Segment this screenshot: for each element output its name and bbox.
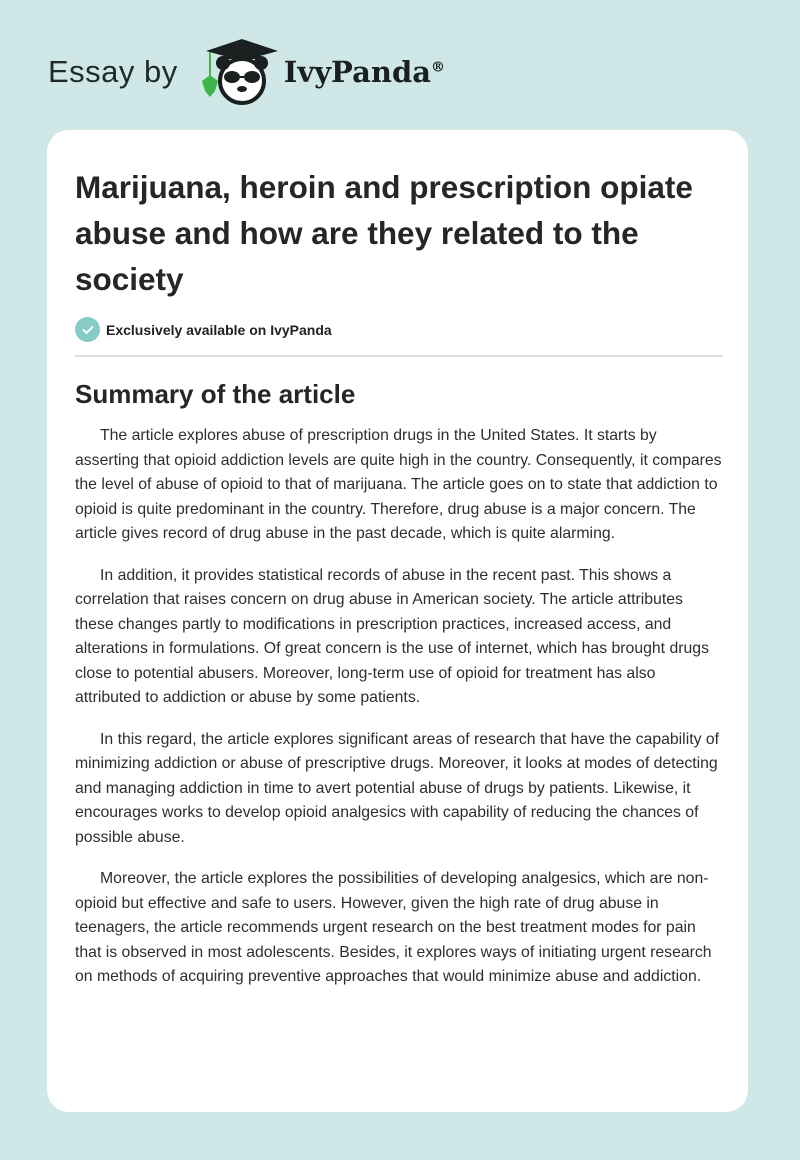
exclusive-badge: [75, 317, 723, 342]
paragraph: The article explores abuse of prescription drugs in the United States. It starts by asserting that opioid addiction levels are quite high in the country. Consequently, it compares the level of abuse of opioid to that of marijuana. The article goes on to state that addiction to opioid is quite predominant in the country. Therefore, drug abuse is a major concern. The article gives record of drug abuse in the past decade, which is quite alarming.: [75, 427, 722, 542]
paragraph: In this regard, the article explores significant areas of research that have the capability of minimizing addiction or abuse of prescriptive drugs. Moreover, it looks at modes of detecting and managing addiction in time to avert potential abuse of drugs by patients. Likewise, it encourages works to develop opioid analgesics with capability of reducing the chances of possible abuse.: [75, 730, 720, 846]
panda-logo-icon[interactable]: [196, 37, 282, 107]
article-card: [47, 130, 748, 1112]
paragraph: In addition, it provides statistical records of abuse in the recent past. This shows a correlation that raises concern on drug abuse in American society. The article attributes these changes partly to modifications in prescription practices, increased access, and alterations in formulations. Of great concern is the use of internet, which has brought drugs close to potential abusers. Moreover, long-term use of opioid for treatment has also attributed to addiction or abuse by some patients.: [75, 566, 709, 706]
registered-mark: ®: [431, 59, 446, 76]
exclusive-label: Exclusively available on IvyPanda: [106, 321, 332, 338]
paragraph: Moreover, the article explores the possibilities of developing analgesics, which are non-opioid but effective and safe to users. However, given the high rate of drug abuse in teenagers, the article recommends urgent research on the best treatment modes for pain that is observed in most adolescents. Besides, it explores ways of initiating urgent research on methods of acquiring preventive approaches that would minimize abuse and addiction.: [75, 870, 712, 985]
brand-name[interactable]: [284, 55, 445, 89]
essay-by-label: Essay by: [48, 54, 178, 89]
check-icon: [75, 317, 100, 342]
section-title: Summary of the article: [75, 379, 356, 409]
brand-text: IvyPanda: [283, 55, 432, 89]
article-title: Marijuana, heroin and prescription opiate abuse and how are they related to the society: [75, 169, 693, 297]
site-header: [48, 37, 445, 107]
divider: [75, 355, 723, 357]
